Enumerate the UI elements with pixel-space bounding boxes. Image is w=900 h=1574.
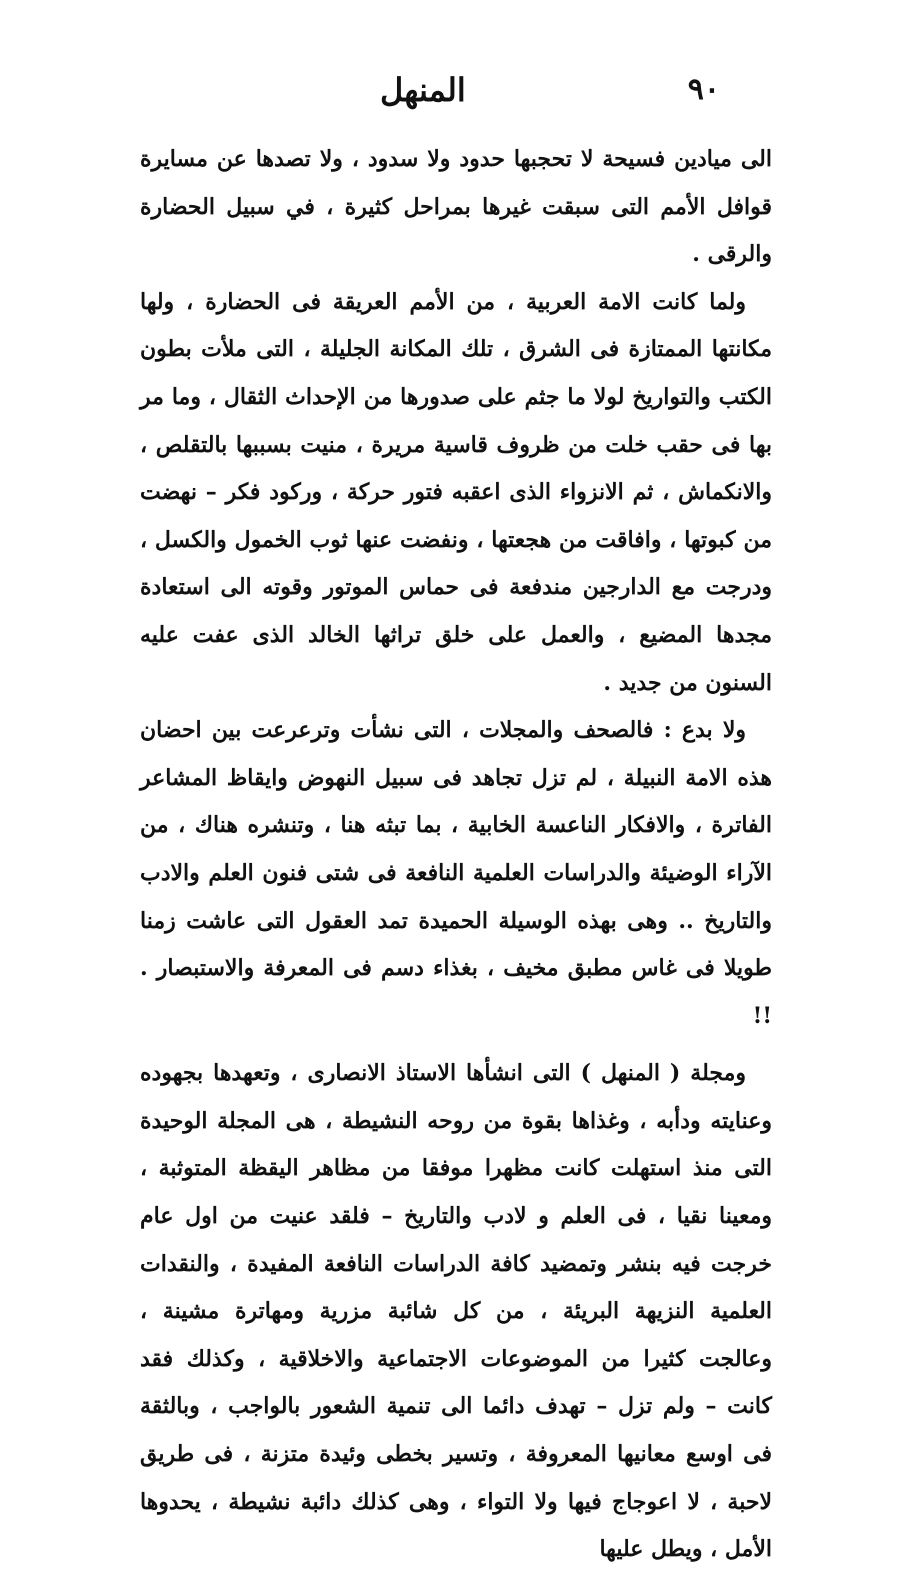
journal-title: المنهل	[380, 71, 466, 109]
paragraph-press: ولا بدع : فالصحف والمجلات ، التى نشأت وترعرعت بين احضان هذه الامة النبيلة ، لم تزل تجاهد فى سبيل النهوض وايقاظ المشاعر الفاترة ، والافكار الناعسة الخابية ، بما تبثه هنا ، وتنشره هناك ، من الآراء الوضيئة والدراسات العلمية النافعة فى شتى فنون العلم والادب والتاريخ .. وهى بهذه الوسيلة الحميدة تمد العقول التى عاشت زمنا طويلا فى غاس مطبق مخيف ، بغذاء دسم فى المعرفة والاستبصار . !!	[140, 717, 772, 1029]
page-number: ٩٠	[687, 72, 720, 107]
article-body	[140, 136, 772, 1574]
running-header	[380, 66, 720, 114]
paragraph-continuation: الى ميادين فسيحة لا تحجبها حدود ولا سدود ، ولا تصدها عن مسايرة قوافل الأمم التى سبقت غيرها بمراحل كثيرة ، في سبيل الحضارة والرقى .	[140, 146, 772, 268]
paragraph-arab-nation: ولما كانت الامة العربية ، من الأمم العريقة فى الحضارة ، ولها مكانتها الممتازة فى الشرق ، تلك المكانة الجليلة ، التى ملأت بطون الكتب والتواريخ لولا ما جثم على صدورها من الإحداث الثقال ، وما مر بها فى حقب خلت من ظروف قاسية مريرة ، منيت بسببها بالتقلص ، والانكماش ، ثم الانزواء الذى اعقبه فتور حركة ، وركود فكر – نهضت من كبوتها ، وافاقت من هجعتها ، ونفضت عنها ثوب الخمول والكسل ، ودرجت مع الدارجين مندفعة فى حماس الموتور وقوته الى استعادة مجدها المضيع ، والعمل على خلق تراثها الخالد الذى عفت عليه السنون من جديد .	[140, 288, 772, 696]
paragraph-almanhal: ومجلة ( المنهل ) التى انشأها الاستاذ الانصارى ، وتعهدها بجهوده وعنايته ودأبه ، وغذاها بقوة من روحه النشيطة ، هى المجلة الوحيدة التى منذ استهلت كانت مظهرا موفقا من مظاهر اليقظة المتوثبة ، ومعينا نقيا ، فى العلم و لادب والتاريخ – فلقد عنيت من اول عام خرجت فيه بنشر وتمضيد كافة الدراسات النافعة المفيدة ، والنقدات العلمية النزيهة البريئة ، من كل شائبة مزرية ومهاترة مشينة ، وعالجت كثيرا من الموضوعات الاجتماعية والاخلاقية ، وكذلك فقد كانت – ولم تزل – تهدف دائما الى تنمية الشعور بالواجب ، وبالثقة فى اوسع معانيها المعروفة ، وتسير بخطى وئيدة متزنة ، فى طريق لاحبة ، لا اعوجاج فيها ولا التواء ، وهى كذلك دائبة نشيطة ، يحدوها الأمل ، ويطل عليها	[140, 1060, 772, 1563]
